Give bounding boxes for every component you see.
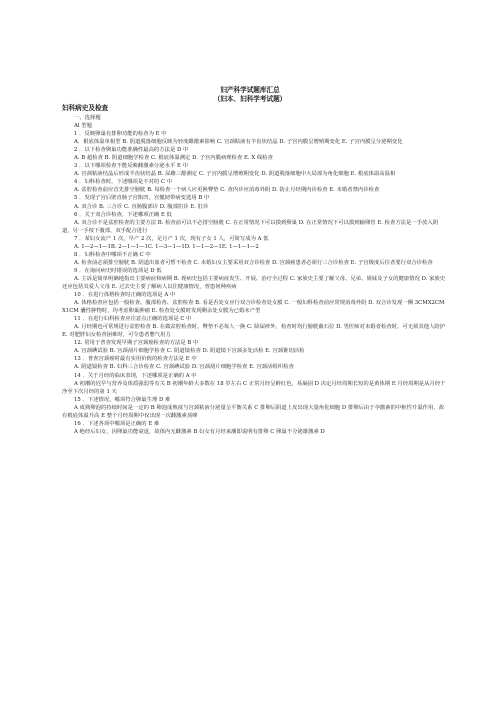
document-line: 5 ．发现子宫后壁直肠子宫陷凹，宫骶韧带病变选用 B 中 — [74, 195, 210, 202]
document-line: 12. 常用于普查发现早期子宫颈癌检查的方法是 B 中 — [74, 340, 199, 347]
document-subtitle: （妇本、妇科学考试题） — [213, 95, 287, 103]
document-line: A. 宫颈碘试验 B. 宫颈刮片细胞学检查 C. 阴道镜检查 D. 阴道镜下宫颈多处活检 E. 宫颈锥切活检 — [74, 348, 305, 355]
document-line: A. 宫颈粘液结晶后形成羊齿状结晶 B. 尿雌三醇测定 C. 子宫内膜呈增殖期变化 D. 阴道脱落细胞中大局部为角化细胞 E. 根底体温高温相 — [74, 171, 396, 178]
document-line: A. 体格检查应包括一般检查、腹部检查、盆腔检查 B. 看是否处女应行双合诊检查处女膜 C. 一般妇科检查前应常规消毒外阴 D. 双合诊发现一侧 3CMX2CMX1CM 囊性肿物时，均考虑卵巢肿瘤 E. 检查处女膜时发现剩余处女膜为已婚未产型 — [62, 300, 445, 315]
document-line: 3 ．以下哪项检查不能反映雌激素分泌水平 E 中 — [74, 163, 188, 170]
document-line: 7 ．某妇女流产 1 次，早产 2 次，足月产 1 次，现有子女 1 人，可简写成为 A 低 — [74, 235, 269, 242]
document-line: A. 阴道镜检查 B. 妇科三合诊检查 C. 宫颈碘试验 D. 宫颈刮片细胞学检查 E. 宫颈活组织检查 — [74, 364, 294, 371]
document-line: 14 ．关于月经的临床表现，下述哪项是正确的 A 中 — [74, 372, 197, 379]
document-line: A. 盆腔检查前应首先排空膀胱 B. 每检查一个病人应更换臀垫 C. 查内诊应消毒外阴 D. 防止月经期内诊检查 E. 未婚者禁内诊检查 — [74, 187, 380, 194]
document-line: A 绝经后妇女，因卵巢功能衰退，故体内无雌激素 B 妇女有月经来潮即说明有排卵 C 卵巢不分泌雄激素 D — [74, 428, 325, 435]
document-line: 1 ．反映卵巢有排卵功能的检查为 E 中 — [74, 131, 167, 138]
section-heading: 妇科病史及检查 — [62, 104, 109, 112]
document-line: A. 双合诊 B. 三合诊 C. 直肠腹部诊 D. 腹部扪诊 E. 肛诊 — [74, 203, 209, 210]
document-line: 一、选择题 — [74, 115, 101, 121]
document-line: A．根底体温单相型 B. 阴道脱落细胞反映为轻度雌激素影响 C. 宫颈粘液有羊齿状结晶 D. 子宫内膜呈增殖期变化 E. 子宫内膜呈分泌期变化 — [74, 139, 403, 146]
document-line: 10 ．在进行体格检查时正确的选项是 A 中 — [74, 292, 176, 299]
document-line: 4 ．妇科检查时，下述哪项是不对的 C 中 — [74, 179, 173, 186]
document-line: 9 ．在询问病史时错误的选项是 D 低 — [74, 267, 162, 274]
document-body — [62, 114, 447, 436]
document-line: A 成熟卵泡的持续时间是一定的 B 卵泡成熟度与宫颈粘液分泌量呈平衡关系 C 排卵后阴道上皮出现大量角化细胞 D 排卵后由于孕激素的中枢性升温作用，故有根底体温升高 E 整个月经周期中仅出现一次雌激素顶峰 — [62, 404, 445, 419]
document-line: A. 主诉是简单明确地指出主要病症和病期 B. 现病史包括主要病症发生、开展、治疗全过程 C. 家族史主要了解父母、兄弟、姐妹及子女的健康情况 D. 家族史还应包括其爱人父母 E. 过去史主要了解病人以往健康情况，曾患何种疾病 — [62, 275, 446, 290]
document-line: Al 型题 — [74, 123, 92, 130]
document-line: A. 双合诊不是盆腔检查的主要方法 B. 检查前可以不必排空膀胱 C. 在正常情况下可以摸到卵巢 D. 在正常情况下可以摸到输卵管 E. 检查方法是一手放入阴道，另一手按下腹部，双手配合进行 — [62, 219, 439, 234]
document-title: 妇产科学试题库汇总 — [220, 86, 280, 94]
document-line: 16 ．下述各项中哪项是正确的 E 难 — [74, 420, 160, 427]
document-line: 6 ．关于双合诊检查，下述哪项正确 E 低 — [74, 211, 172, 218]
document-line: 15 ．下述情况，哪项符合卵巢生理 D 难 — [74, 396, 171, 403]
document-line: 11 ．在进行妇科检查应注意点正确的选项是 C 中 — [74, 316, 192, 323]
document-line: A. B 超检查 B. 阴道细胞学检查 C. 根底体温测定 D. 子宫内膜病理检查 E. X 线检查 — [74, 155, 273, 162]
document-line: 8 ．妇科检查中哪项不正确 C 中 — [74, 251, 151, 258]
document-line: A. 1—2—1—1B. 2—1—1—1C. 1—3—1—1D. 1—1—2—1E. 1—1—1—2 — [74, 243, 259, 250]
document-line: A. 检查前必须排空膀胱 B. 阴道出血者可暂不检查 C. 未婚妇女主要采用双合诊检查 D. 宫颈癌患者必须行三合诊检查 E. 子宫极度后位者要行双合诊检查 — [74, 259, 433, 266]
document-line: A 初潮的迟早与营养及体质强弱等有关 B 初潮年龄大多数在 18 岁左右 C 正常月经呈鲜红色，易凝固 D 决定月经周期长短的是黄体期 E 月经周期是从月经干净至下次月经的第 1 天 — [62, 380, 446, 395]
document-line: 2 ．以下检查卵巢功能准确性最高的方法是 D 中 — [74, 147, 189, 154]
document-line: A. 月经期也可常规进行盆腔检查 B. 在做盆腔检查时，臀垫不必每人一换 C. 除屎疹外，检查时均行膀胱截石位 D. 男医师对未婚者检查时，可无须其他人陪护 E. 对肥胖妇女检查困难时，可令患者憋气用力 — [62, 324, 446, 339]
document-line: 13 ．普查宫颈癌时最有实用价值的检查方法是 E 中 — [74, 356, 197, 363]
